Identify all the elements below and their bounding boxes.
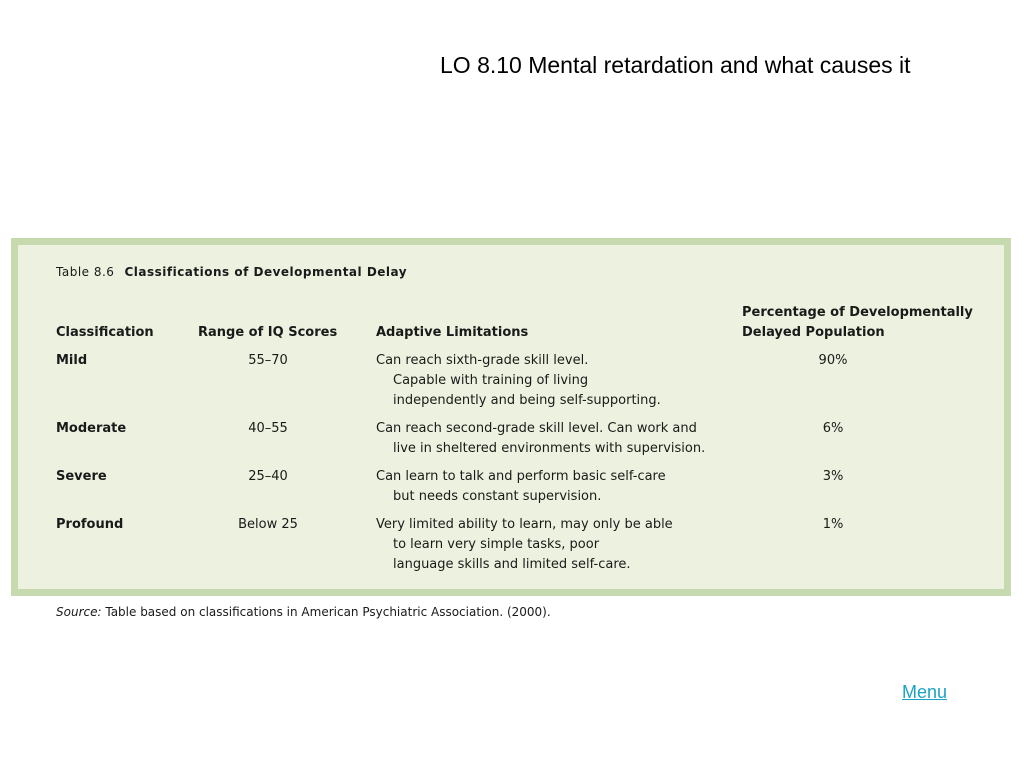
adaptive-line: Capable with training of living [393, 373, 589, 388]
adaptive-line: language skills and limited self-care. [393, 557, 631, 572]
adaptive-line: but needs constant supervision. [393, 489, 602, 504]
row-severe-adaptive [376, 467, 666, 507]
row-severe-classification: Severe [56, 469, 107, 484]
adaptive-line: Very limited ability to learn, may only be able [376, 517, 673, 532]
header-adaptive: Adaptive Limitations [376, 325, 529, 340]
adaptive-line: Can learn to talk and perform basic self-care [376, 469, 666, 484]
adaptive-line: Can reach sixth-grade skill level. [376, 353, 589, 368]
row-mild-classification: Mild [56, 353, 88, 368]
row-moderate-adaptive [376, 419, 705, 459]
row-mild-range: 55–70 [248, 353, 288, 368]
source-label: Source: [56, 605, 102, 619]
row-moderate-range: 40–55 [248, 421, 288, 436]
table-source [56, 605, 551, 619]
table-caption [56, 265, 407, 279]
row-profound-adaptive [376, 515, 673, 575]
row-moderate-classification: Moderate [56, 421, 127, 436]
header-range: Range of IQ Scores [198, 325, 338, 340]
header-percentage [742, 303, 973, 343]
slide-title: LO 8.10 Mental retardation and what causes it [440, 52, 911, 78]
row-severe-percentage: 3% [822, 469, 844, 484]
row-moderate-percentage: 6% [822, 421, 844, 436]
header-percentage-line2: Delayed Population [742, 325, 885, 340]
adaptive-line: to learn very simple tasks, poor [393, 537, 600, 552]
table-body [18, 245, 1004, 589]
menu-link[interactable]: Menu [902, 682, 948, 702]
row-profound-range: Below 25 [238, 517, 298, 532]
adaptive-line: live in sheltered environments with supervision. [393, 441, 706, 456]
row-mild-adaptive [376, 351, 661, 411]
table-panel [11, 238, 1011, 596]
table-number: Table 8.6 [56, 265, 115, 279]
row-profound-percentage: 1% [822, 517, 844, 532]
adaptive-line: independently and being self-supporting. [393, 393, 661, 408]
adaptive-line: Can reach second-grade skill level. Can work and [376, 421, 697, 436]
row-severe-range: 25–40 [248, 469, 288, 484]
row-profound-classification: Profound [56, 517, 124, 532]
row-mild-percentage: 90% [818, 353, 848, 368]
source-text: Table based on classifications in American Psychiatric Association. (2000). [101, 605, 551, 619]
table-title: Classifications of Developmental Delay [124, 265, 408, 279]
header-classification: Classification [56, 325, 154, 340]
header-percentage-line1: Percentage of Developmentally [742, 305, 973, 320]
